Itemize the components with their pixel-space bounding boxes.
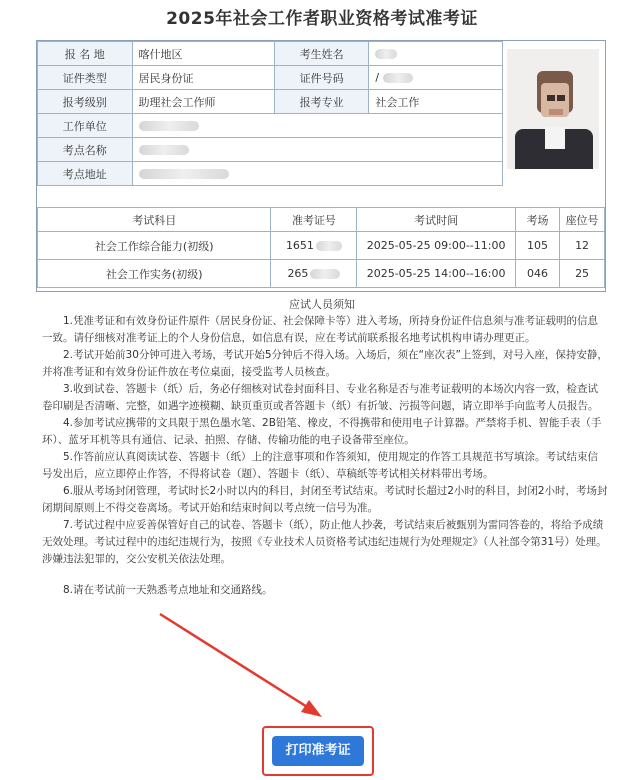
value-exam-site-address: [132, 162, 502, 186]
col-header-subject: 考试科目: [38, 208, 271, 232]
exam-schedule-table: [37, 207, 605, 288]
info-row: [38, 138, 503, 162]
value-exam-major: 社会工作: [369, 90, 503, 114]
col-header-exam-time: 考试时间: [357, 208, 515, 232]
label-id-type: 证件类型: [38, 66, 133, 90]
label-exam-level: 报考级别: [38, 90, 133, 114]
print-button-highlight: [262, 726, 374, 776]
label-exam-major: 报考专业: [274, 90, 369, 114]
label-registration-place: 报 名 地: [38, 42, 133, 66]
label-work-unit: 工作单位: [38, 114, 133, 138]
value-exam-level: 助理社会工作师: [132, 90, 274, 114]
notice-item: 7.考试过程中应妥善保管好自己的试卷、答题卡（纸），防止他人抄袭，考试结束后被甄别为雷同答卷的，将给予成绩无效处理。考试过程中的违纪违规行为，按照《专业技术人员资格考试违纪违规行为处理规定》（人社部令第31号）处理。涉嫌违法犯罪的，交公安机关依法处理。: [42, 519, 607, 565]
cell-exam-time: 2025-05-25 09:00--11:00: [357, 232, 515, 260]
value-work-unit: [132, 114, 502, 138]
notice-item: 2.考试开始前30分钟可进入考场，考试开始5分钟后不得入场。入场后，须在“座次表”上签到，对号入座，保持安静，并将准考证和有效身份证件放在考位桌面，接受监考人员核查。: [42, 349, 608, 378]
cell-exam-room: 046: [515, 260, 559, 288]
value-id-type: 居民身份证: [132, 66, 274, 90]
value-id-number: /: [369, 66, 503, 90]
cell-exam-time: 2025-05-25 14:00--16:00: [357, 260, 515, 288]
col-header-exam-room: 考场: [515, 208, 559, 232]
value-registration-place: 喀什地区: [132, 42, 274, 66]
info-row: [38, 90, 503, 114]
notice-title: 应试人员须知: [289, 298, 355, 311]
notice-item: 3.收到试卷、答题卡（纸）后，务必仔细核对试卷封面科目、专业名称是否与准考证载明的本场次内容一致，检查试卷印刷是否清晰、完整，如遇字迹模糊、缺页重页或者答题卡（纸）有折皱、污损等问题，请立即举手向监考人员报告。: [42, 383, 599, 412]
table-row: [38, 260, 605, 288]
admission-ticket-card: [36, 40, 606, 292]
label-exam-site-address: 考点地址: [38, 162, 133, 186]
candidate-notice: [42, 313, 608, 599]
table-header-row: [38, 208, 605, 232]
value-exam-site-name: [132, 138, 502, 162]
cell-subject: 社会工作实务(初级): [38, 260, 271, 288]
info-row: [38, 42, 503, 66]
col-header-seat-number: 座位号: [560, 208, 605, 232]
cell-seat-number: 25: [560, 260, 605, 288]
notice-item: 8.请在考试前一天熟悉考点地址和交通路线。: [63, 584, 273, 596]
print-admission-ticket-button[interactable]: 打印准考证: [272, 736, 364, 766]
cell-subject: 社会工作综合能力(初级): [38, 232, 271, 260]
label-exam-site-name: 考点名称: [38, 138, 133, 162]
label-id-number: 证件号码: [274, 66, 369, 90]
notice-item: 6.服从考场封闭管理，考试时长2小时以内的科目，封闭至考试结束。考试时长超过2小时的科目，封闭2小时，考场封闭期间原则上不得交卷离场。考试开始和结束时间以考点统一信号为准。: [42, 485, 608, 514]
info-row: [38, 66, 503, 90]
notice-item: 1.凭准考证和有效身份证件原件（居民身份证、社会保障卡等）进入考场，所持身份证件信息须与准考证载明的信息一致。请仔细核对准考证上的个人身份信息，如信息有误，应在考试前联系报名地考试机构申请办理更正。: [42, 315, 599, 344]
cell-ticket-number: 1651: [271, 232, 357, 260]
col-header-ticket-number: 准考证号: [271, 208, 357, 232]
info-row: [38, 162, 503, 186]
cell-ticket-number: 265: [271, 260, 357, 288]
cell-seat-number: 12: [560, 232, 605, 260]
cell-exam-room: 105: [515, 232, 559, 260]
notice-item: 5.作答前应认真阅读试卷、答题卡（纸）上的注意事项和作答须知，使用规定的作答工具规范书写填涂。考试结束信号发出后，应立即停止作答，不得将试卷（题）、答题卡（纸）、草稿纸等考试相关材料带出考场。: [42, 451, 599, 480]
notice-item: 4.参加考试应携带的文具限于黑色墨水笔、2B铅笔、橡皮，不得携带和使用电子计算器。严禁将手机、智能手表（手环）、蓝牙耳机等具有通信、记录、拍照、存储、传输功能的电子设备带至座位。: [42, 417, 602, 446]
page-title: 2025年社会工作者职业资格考试准考证: [166, 9, 478, 29]
candidate-info-table: [37, 41, 503, 186]
info-row: [38, 114, 503, 138]
value-candidate-name: [369, 42, 503, 66]
label-candidate-name: 考生姓名: [274, 42, 369, 66]
candidate-photo: [507, 49, 599, 169]
table-row: [38, 232, 605, 260]
